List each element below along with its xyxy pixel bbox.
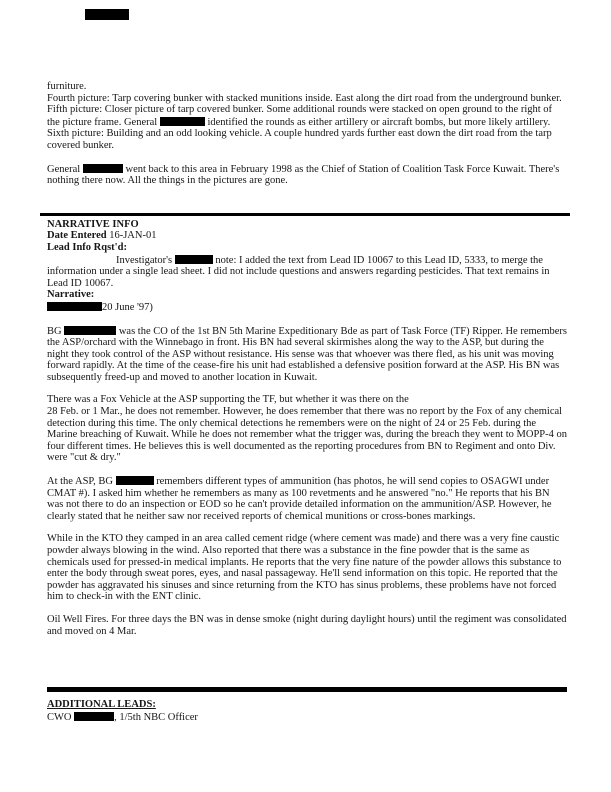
text-run: note: I added the text from Lead ID 10067 to this Lead ID, 5333, to merge the information under a single lead sheet. I did not include questions and answers regarding pesticides. That text remains in Lead ID 10067. bbox=[47, 254, 550, 289]
paragraph bbox=[47, 325, 567, 384]
text-run: Lead Info Rqst'd: bbox=[47, 241, 127, 253]
text-run: Fourth picture: Tarp covering bunker with stacked munitions inside. East along the dirt road from the underground bunker. bbox=[47, 92, 562, 104]
text-run: There was a Fox Vehicle at the ASP supporting the TF, but whether it was there on the bbox=[47, 394, 409, 406]
additional-leads-heading bbox=[47, 699, 567, 711]
paragraph bbox=[47, 104, 567, 128]
narrative-date-line bbox=[47, 301, 567, 314]
text-run: remembers different types of ammunition (has photos, he will send copies to OSAGWI under CMAT #). I asked him whether he remembers as many as 100 revetments and he answered "no." He reports that his BN was not there to do an inspection or EOD so he can't provide detailed information on the ammunition/ASP. However, he clearly stated that he neither saw nor received reports of chemical munitions or cross-bones markings. bbox=[47, 476, 552, 522]
text-run: Sixth picture: Building and an odd looking vehicle. A couple hundred yards further east down the dirt road from the tarp covered bunker. bbox=[47, 128, 552, 151]
redaction-bar bbox=[64, 326, 116, 335]
horizontal-rule bbox=[47, 687, 567, 692]
text-run: Investigator's bbox=[116, 254, 175, 266]
text-run: identified the rounds as either artillery or aircraft bombs, but more likely artillery. bbox=[204, 116, 551, 128]
text-run: NARRATIVE INFO bbox=[47, 218, 139, 230]
lead-info-heading bbox=[47, 242, 567, 254]
redaction-bar bbox=[74, 712, 114, 721]
text-run: 28 Feb. or 1 Mar., he does not remember. However, he does remember that there was no report by the Fox of any chemical detection during this time. The only chemical detections he remembers were on the night of 24 or 25 Feb. during the Marine breaching of Kuwait. While he does not remember what the trigger was, during the breach they went to MOPP-4 on four different times. He believes this is well documented as the reporting procedures from BN to Regiment and onto Div. were "cut & dry." bbox=[47, 406, 567, 464]
text-run: , 1/5th NBC Officer bbox=[114, 711, 198, 723]
text-run: Narrative: bbox=[47, 289, 95, 301]
text-run: While in the KTO they camped in an area called cement ridge (where cement was made) and there was a very fine caustic powder always blowing in the wind. Also reported that there was a substance in the fine powder that is the same as chemicals used for pressed-in medical implants. He reports that the very fine nature of the powder allows this substance to enter the body through sweat pores, eyes, and nasal passageway. He'll send information on this topic. He reported that the powder has aggravated his sinuses and since returning from the KTO has sinus problems, these problems have not forced him to check-in with the ENT clinic. bbox=[47, 533, 562, 603]
paragraph bbox=[47, 93, 567, 105]
text-run: Fifth picture: Closer picture of tarp covered bunker. Some additional rounds were stacked on open ground to the right of the picture frame. General bbox=[47, 104, 553, 128]
narrative-heading bbox=[47, 289, 567, 301]
paragraph bbox=[47, 394, 567, 464]
paragraph bbox=[47, 614, 567, 637]
redaction-bar bbox=[83, 164, 123, 173]
paragraph bbox=[47, 533, 567, 603]
horizontal-rule bbox=[40, 213, 570, 216]
text-run: CWO bbox=[47, 711, 75, 723]
date-entered-line bbox=[47, 230, 567, 242]
text-run: ADDITIONAL LEADS: bbox=[47, 699, 156, 711]
text-run: was the CO of the 1st BN 5th Marine Expeditionary Bde as part of Task Force (TF) Ripper. He remembers the ASP/orchard with the Winnebago in front. His BN had several skirmishes along the way to the ASP, but during the night they took control of the ASP without resistance. His sense was that whoever was there fled, as his unit was moving forward rapidly. At the time of the cease-fire his unit had established a defensive position forward at the ASP. His BN was subsequently freed-up and moved to another location in Kuwait. bbox=[47, 325, 567, 383]
section-heading-narrative-info bbox=[47, 219, 567, 231]
text-run: BG bbox=[47, 325, 65, 337]
text-run: Date Entered bbox=[47, 230, 107, 242]
paragraph bbox=[47, 163, 567, 187]
redaction-bar bbox=[175, 255, 213, 264]
text-run: 20 June '97) bbox=[102, 301, 153, 313]
redaction-bar bbox=[47, 302, 102, 311]
text-run: Oil Well Fires. For three days the BN was in dense smoke (night during daylight hours) until the regiment was consolidated and moved on 4 Mar. bbox=[47, 613, 567, 637]
text-run: furniture. bbox=[47, 81, 87, 92]
paragraph bbox=[47, 128, 567, 151]
text-run: 16-JAN-01 bbox=[106, 230, 157, 242]
text-run: At the ASP, BG bbox=[47, 476, 116, 488]
text-run: went back to this area in February 1998 as the Chief of Station of Coalition Task Force Kuwait. There's nothing there now. All the things in the pictures are gone. bbox=[47, 163, 560, 187]
additional-leads-entry bbox=[47, 711, 567, 724]
text-run: General bbox=[47, 163, 83, 175]
redaction-bar bbox=[160, 117, 205, 126]
redaction-bar bbox=[85, 9, 129, 20]
paragraph bbox=[47, 81, 567, 93]
paragraph bbox=[47, 475, 567, 522]
document-body bbox=[47, 81, 567, 723]
redaction-bar bbox=[116, 476, 154, 485]
paragraph bbox=[47, 254, 567, 290]
